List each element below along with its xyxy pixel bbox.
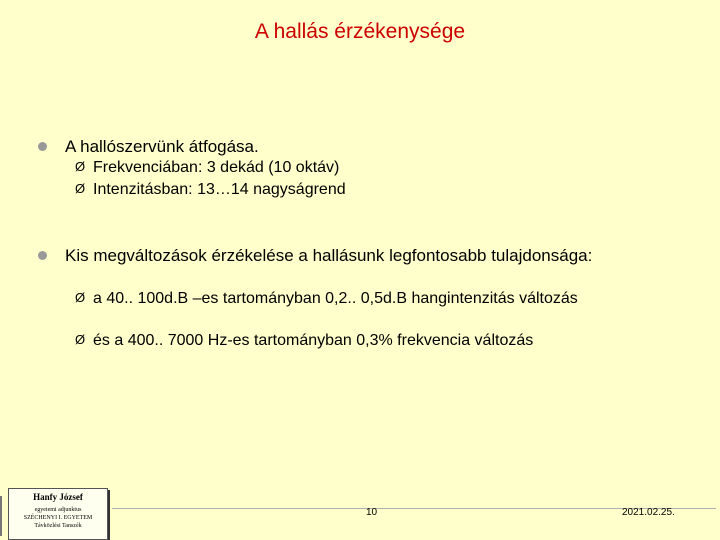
arrow-bullet-icon: Ø bbox=[75, 290, 86, 305]
sub-item bbox=[75, 288, 578, 309]
arrow-bullet-icon: Ø bbox=[75, 159, 86, 174]
bullet-text: Kis megváltozások érzékelése a hallásunk legfontosabb tulajdonsága: bbox=[65, 246, 593, 265]
sub-item bbox=[75, 330, 533, 351]
logo-line: egyetemi adjunktus bbox=[34, 507, 82, 513]
sub-item bbox=[75, 157, 339, 178]
sub-item-text: Intenzitásban: 13…14 nagyságrend bbox=[93, 181, 346, 198]
logo-decoration bbox=[0, 496, 8, 536]
page-number: 10 bbox=[366, 507, 378, 518]
sub-item-text: a 40.. 100d.B –es tartományban 0,2.. 0,5d.B hangintenzitás változás bbox=[93, 290, 578, 307]
arrow-bullet-icon: Ø bbox=[75, 332, 86, 347]
sub-item bbox=[75, 179, 346, 200]
bullet-dot-icon bbox=[38, 251, 47, 260]
logo-name: Hanfy József bbox=[33, 492, 83, 502]
slide-title: A hallás érzékenysége bbox=[254, 20, 466, 43]
footer-logo bbox=[8, 488, 108, 540]
logo-line: Távközlési Tanszék bbox=[34, 523, 82, 529]
bullet-dot-icon bbox=[38, 142, 47, 151]
bullet-text: A hallószervünk átfogása. bbox=[65, 137, 259, 156]
sub-item-text: és a 400.. 7000 Hz-es tartományban 0,3% frekvencia változás bbox=[93, 332, 534, 349]
footer-date: 2021.02.25. bbox=[622, 507, 675, 518]
sub-item-text: Frekvenciában: 3 dekád (10 oktáv) bbox=[93, 159, 340, 176]
arrow-bullet-icon: Ø bbox=[75, 181, 86, 196]
logo-line: SZÉCHENYI I. EGYETEM bbox=[23, 515, 93, 521]
